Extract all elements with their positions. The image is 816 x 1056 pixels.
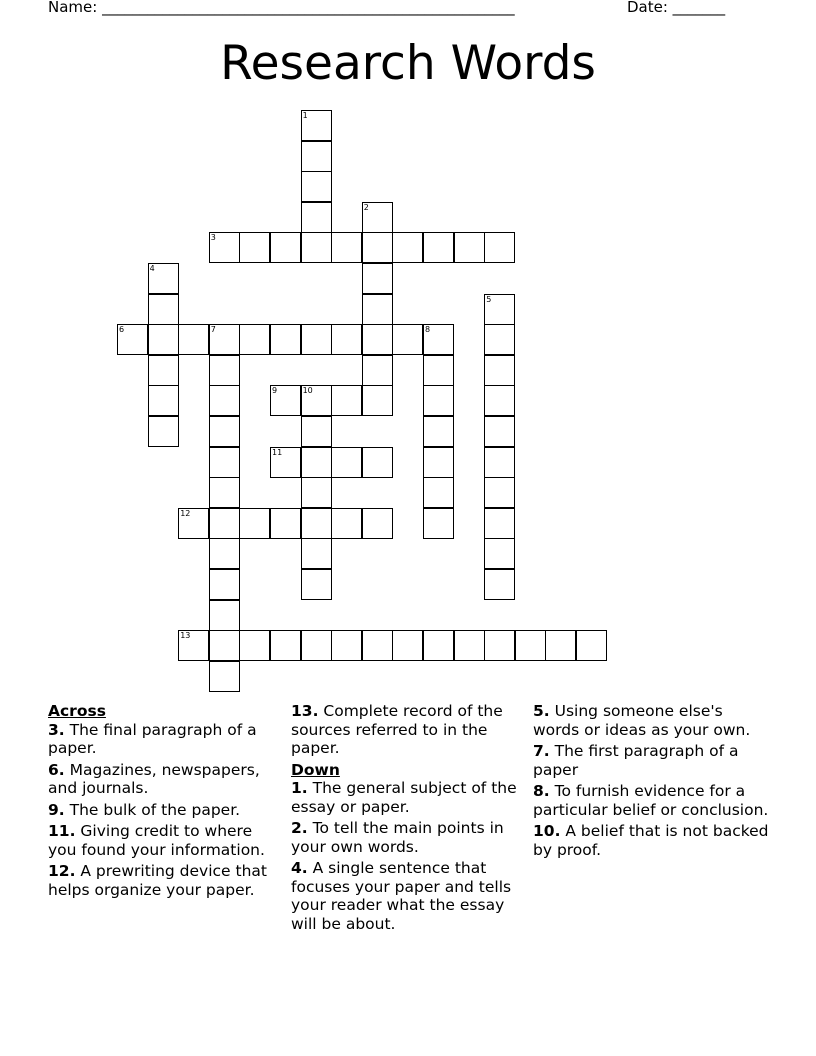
grid-cell[interactable] xyxy=(209,538,240,569)
cell-number: 1 xyxy=(302,111,308,120)
grid-cell[interactable] xyxy=(239,630,270,661)
grid-cell[interactable] xyxy=(362,202,393,233)
grid-cell[interactable] xyxy=(392,630,423,661)
grid-cell[interactable] xyxy=(209,600,240,631)
grid-cell[interactable] xyxy=(484,569,515,600)
grid-cell[interactable] xyxy=(301,630,332,661)
grid-cell[interactable] xyxy=(545,630,576,661)
grid-cell[interactable] xyxy=(484,508,515,539)
name-field[interactable]: Name: _______________________________________________________ xyxy=(48,0,515,16)
grid-cell[interactable] xyxy=(301,110,332,141)
grid-cell[interactable] xyxy=(209,661,240,692)
grid-cell[interactable] xyxy=(239,324,270,355)
grid-cell[interactable] xyxy=(209,416,240,447)
grid-cell[interactable] xyxy=(209,232,240,263)
grid-cell[interactable] xyxy=(423,508,454,539)
grid-cell[interactable] xyxy=(209,447,240,478)
grid-cell[interactable] xyxy=(178,508,209,539)
grid-cell[interactable] xyxy=(423,630,454,661)
grid-cell[interactable] xyxy=(484,385,515,416)
grid-cell[interactable] xyxy=(423,416,454,447)
grid-cell[interactable] xyxy=(331,508,362,539)
grid-cell[interactable] xyxy=(148,355,179,386)
grid-cell[interactable] xyxy=(209,324,240,355)
grid-cell[interactable] xyxy=(362,630,393,661)
clue-down-2: 2. To tell the main points in your own words. xyxy=(291,819,504,856)
grid-cell[interactable] xyxy=(362,324,393,355)
grid-cell[interactable] xyxy=(484,447,515,478)
grid-cell[interactable] xyxy=(454,232,485,263)
cell-number: 5 xyxy=(486,294,492,304)
cell-number: 9 xyxy=(272,386,278,396)
clue-across-13: 13. Complete record of the sources referred to in the paper. xyxy=(291,702,503,757)
grid-cell[interactable] xyxy=(484,630,515,661)
grid-cell[interactable] xyxy=(270,324,301,355)
cell-number: 6 xyxy=(119,325,125,335)
grid-cell[interactable] xyxy=(301,508,332,539)
grid-cell[interactable] xyxy=(362,385,393,416)
clue-across-11: 11. Giving credit to where you found your information. xyxy=(48,822,265,859)
grid-cell[interactable] xyxy=(423,385,454,416)
clue-across-9: 9. The bulk of the paper. xyxy=(48,800,241,819)
clue-down-4: 4. A single sentence that focuses your paper and tells your reader what the essay will be about. xyxy=(291,859,512,933)
cell-number: 11 xyxy=(272,447,283,457)
clue-down-10: 10. A belief that is not backed by proof. xyxy=(533,822,769,859)
grid-cell[interactable] xyxy=(331,447,362,478)
grid-cell[interactable] xyxy=(392,232,423,263)
grid-cell[interactable] xyxy=(117,324,148,355)
grid-cell[interactable] xyxy=(484,355,515,386)
grid-cell[interactable] xyxy=(331,630,362,661)
grid-cell[interactable] xyxy=(484,477,515,508)
cell-number: 4 xyxy=(149,264,155,273)
cell-number: 10 xyxy=(302,386,313,396)
clue-down-5: 5. Using someone else's words or ideas as your own. xyxy=(533,702,751,739)
clue-across-3: 3. The final paragraph of a paper. xyxy=(48,720,257,757)
grid-cell[interactable] xyxy=(362,447,393,478)
grid-cell[interactable] xyxy=(301,324,332,355)
grid-cell[interactable] xyxy=(301,538,332,569)
grid-cell[interactable] xyxy=(301,569,332,600)
grid-cell[interactable] xyxy=(148,294,179,325)
grid-cell[interactable] xyxy=(148,385,179,416)
across-heading: Across xyxy=(48,702,106,720)
grid-cell[interactable] xyxy=(301,416,332,447)
date-field[interactable]: Date: _______ xyxy=(627,0,726,16)
clue-down-7: 7. The first paragraph of a paper xyxy=(533,742,739,779)
grid-cell[interactable] xyxy=(301,447,332,478)
clues-column-3 xyxy=(533,702,773,862)
grid-cell[interactable] xyxy=(209,385,240,416)
clue-across-6: 6. Magazines, newspapers, and journals. xyxy=(48,760,260,797)
grid-cell[interactable] xyxy=(423,477,454,508)
grid-cell[interactable] xyxy=(362,508,393,539)
grid-cell[interactable] xyxy=(209,355,240,386)
grid-cell[interactable] xyxy=(301,385,332,416)
grid-cell[interactable] xyxy=(362,232,393,263)
grid-cell[interactable] xyxy=(301,232,332,263)
grid-cell[interactable] xyxy=(239,232,270,263)
cell-number: 12 xyxy=(180,508,191,518)
grid-cell[interactable] xyxy=(209,630,240,661)
grid-cell[interactable] xyxy=(148,416,179,447)
grid-cell[interactable] xyxy=(301,477,332,508)
grid-cell[interactable] xyxy=(331,324,362,355)
clue-down-8: 8. To furnish evidence for a particular belief or conclusion. xyxy=(533,782,769,819)
grid-cell[interactable] xyxy=(423,324,454,355)
grid-cell[interactable] xyxy=(515,630,546,661)
grid-cell[interactable] xyxy=(423,355,454,386)
page-title: Research Words xyxy=(220,36,596,91)
grid-cell[interactable] xyxy=(484,538,515,569)
grid-cell[interactable] xyxy=(301,171,332,202)
grid-cell[interactable] xyxy=(148,263,179,294)
grid-cell[interactable] xyxy=(362,263,393,294)
grid-cell[interactable] xyxy=(270,447,301,478)
grid-cell[interactable] xyxy=(270,630,301,661)
grid-cell[interactable] xyxy=(270,385,301,416)
clue-across-12: 12. A prewriting device that helps organize your paper. xyxy=(48,862,267,899)
grid-cell[interactable] xyxy=(454,630,485,661)
grid-cell[interactable] xyxy=(331,232,362,263)
down-heading: Down xyxy=(291,760,340,779)
cell-number: 8 xyxy=(425,325,431,335)
grid-cell[interactable] xyxy=(484,324,515,355)
grid-cell[interactable] xyxy=(178,324,209,355)
cell-number: 3 xyxy=(210,233,216,243)
grid-cell[interactable] xyxy=(239,508,270,539)
clue-down-1: 1. The general subject of the essay or paper. xyxy=(291,779,517,816)
grid-cell[interactable] xyxy=(209,569,240,600)
grid-cell[interactable] xyxy=(301,202,332,233)
grid-cell[interactable] xyxy=(301,141,332,172)
grid-cell[interactable] xyxy=(484,416,515,447)
grid-cell[interactable] xyxy=(423,447,454,478)
clues-column-2 xyxy=(291,702,521,936)
grid-cell[interactable] xyxy=(148,324,179,355)
grid-cell[interactable] xyxy=(423,232,454,263)
grid-cell[interactable] xyxy=(484,232,515,263)
grid-cell[interactable] xyxy=(209,477,240,508)
grid-cell[interactable] xyxy=(576,630,607,661)
clues-column-1 xyxy=(48,702,278,902)
cell-number: 7 xyxy=(210,325,216,335)
grid-cell[interactable] xyxy=(331,385,362,416)
grid-cell[interactable] xyxy=(270,232,301,263)
grid-cell[interactable] xyxy=(362,355,393,386)
grid-cell[interactable] xyxy=(392,324,423,355)
grid-cell[interactable] xyxy=(484,294,515,325)
cell-number: 13 xyxy=(180,631,191,641)
grid-cell[interactable] xyxy=(362,294,393,325)
cell-number: 2 xyxy=(363,202,369,212)
grid-cell[interactable] xyxy=(178,630,209,661)
grid-cell[interactable] xyxy=(209,508,240,539)
grid-cell[interactable] xyxy=(270,508,301,539)
